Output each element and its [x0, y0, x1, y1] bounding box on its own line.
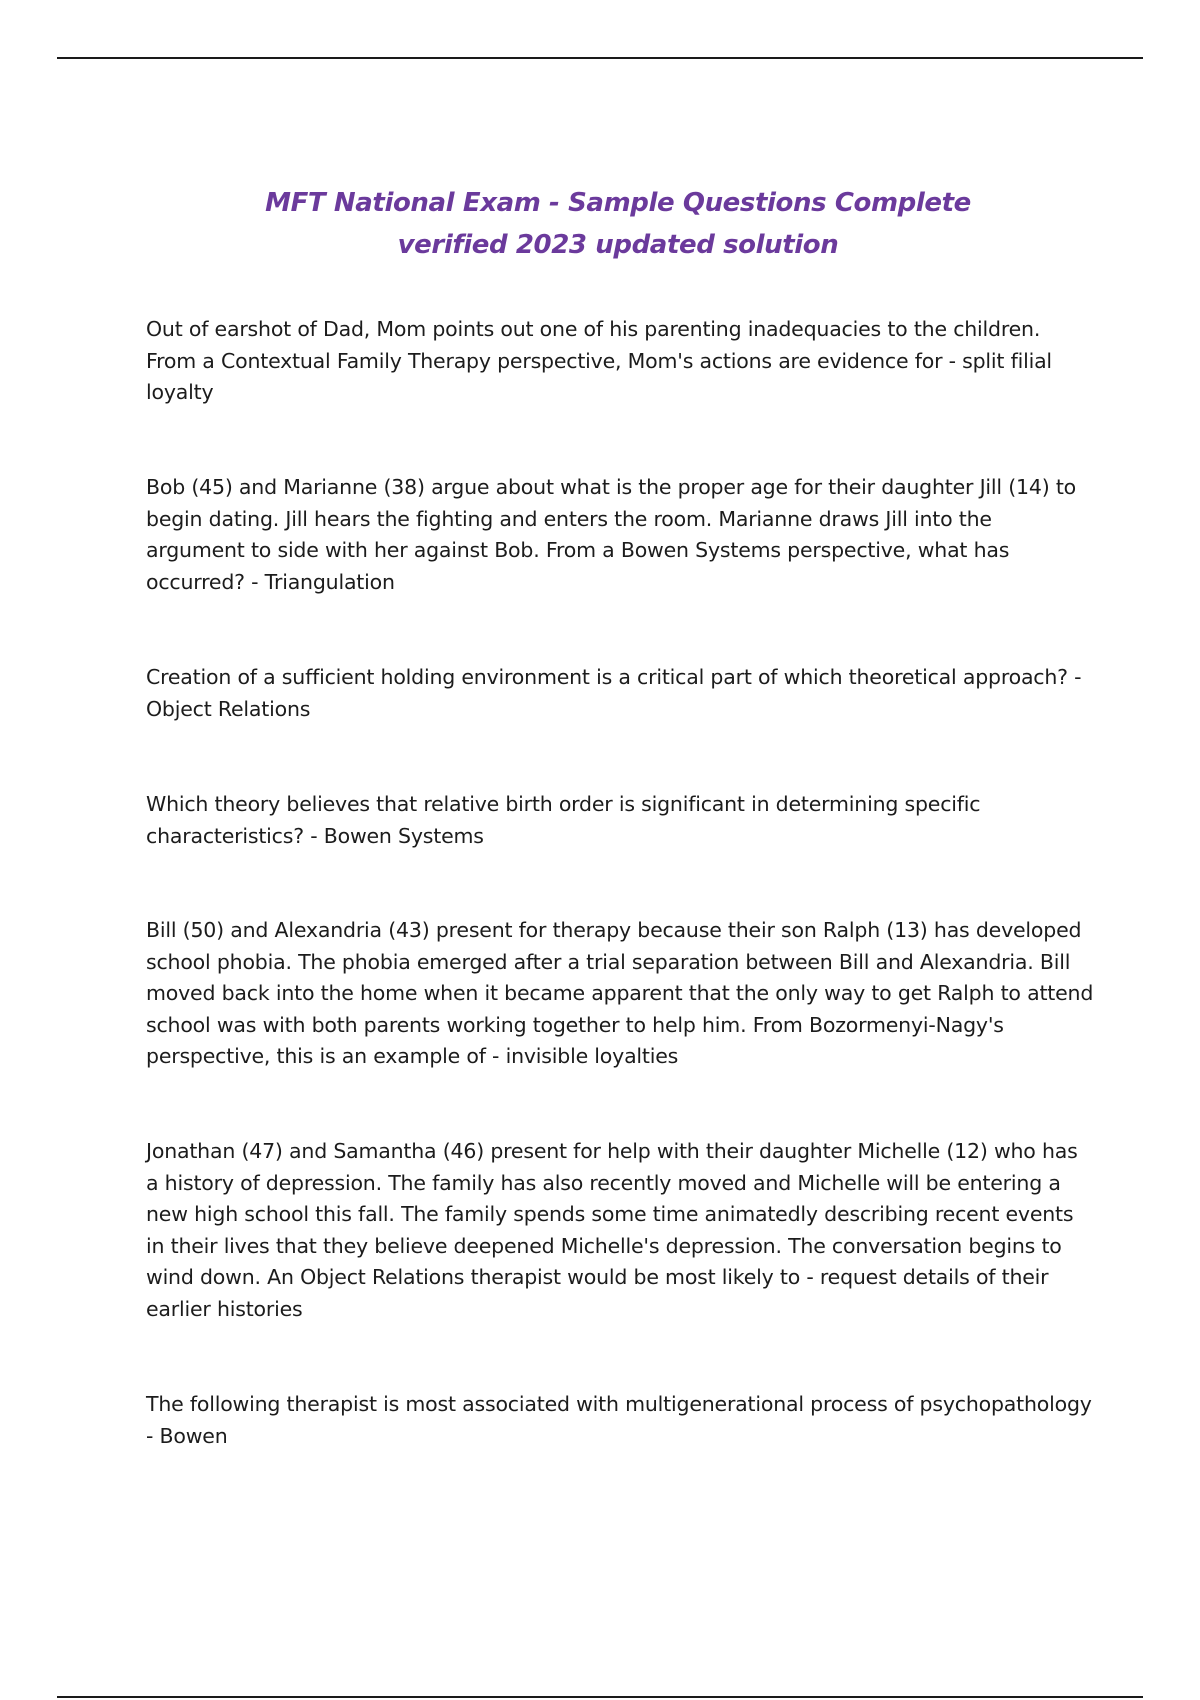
bottom-rule: [57, 1696, 1143, 1698]
question-answer-7: The following therapist is most associated with multigenerational process of psychopathology - Bowen: [146, 1392, 1092, 1448]
question-answer-1: Out of earshot of Dad, Mom points out one of his parenting inadequacies to the children. From a Contextual Family Therapy perspective, Mom's actions are evidence for - split filial loyalty: [146, 317, 1052, 404]
question-answer-2: Bob (45) and Marianne (38) argue about what is the proper age for their daughter Jill (14) to begin dating. Jill hears the fighting and enters the room. Marianne draws Jill into the argument to side with her against Bob. From a Bowen Systems perspective, what has occurred? - Triangulation: [146, 475, 1077, 594]
document-title: [0, 182, 1200, 266]
question-answer-3: Creation of a sufficient holding environment is a critical part of which theoretical approach? - Object Relations: [146, 665, 1082, 721]
question-answer-6: Jonathan (47) and Samantha (46) present for help with their daughter Michelle (12) who has a history of depression. The family has also recently moved and Michelle will be entering a new high school this fall. The family spends some time animatedly describing recent events in their lives that they believe deepened Michelle's depression. The conversation begins to wind down. An Object Relations therapist would be most likely to - request details of their earlier histories: [146, 1139, 1078, 1321]
title-line-1: MFT National Exam - Sample Questions Complete: [265, 188, 971, 219]
question-answer-4: Which theory believes that relative birth order is significant in determining specific characteristics? - Bowen Systems: [146, 792, 981, 848]
question-answer-5: Bill (50) and Alexandria (43) present for therapy because their son Ralph (13) has developed school phobia. The phobia emerged after a trial separation between Bill and Alexandria. Bill moved back into the home when it became apparent that the only way to get Ralph to attend school was with both parents working together to help him. From Bozormenyi-Nagy's perspective, this is an example of - invisible loyalties: [146, 918, 1094, 1068]
title-line-2: verified 2023 updated solution: [397, 230, 839, 261]
top-rule: [57, 57, 1143, 59]
